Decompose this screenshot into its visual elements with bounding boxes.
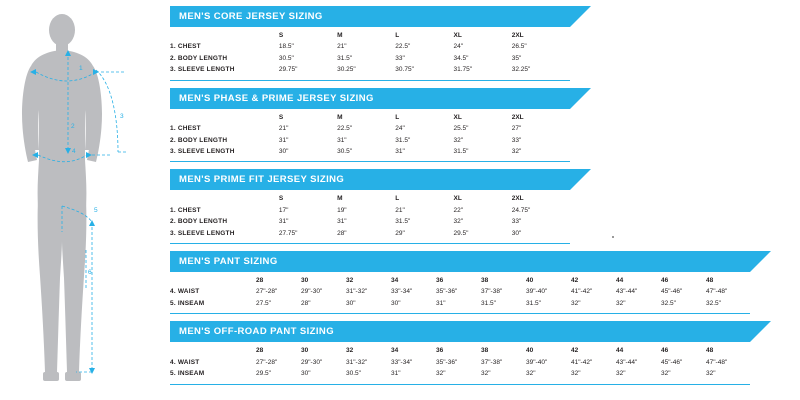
measurement-cell: 17" [278,206,289,214]
measurement-cell: 27.5" [256,299,271,307]
column-header: 44 [616,277,624,285]
table-banner [170,6,570,27]
measurement-cell: 30" [511,229,522,237]
table-row [170,216,570,227]
column-header: M [337,32,343,39]
measurement-cell: 24" [453,43,464,51]
measurement-cell: 19" [337,206,347,214]
table-bottom-rule [170,313,750,314]
measurement-cell: 31" [436,299,446,307]
column-header: 30 [301,347,309,355]
column-header: 42 [571,347,579,355]
table-row [170,368,751,379]
measurement-cell: 30" [391,299,401,307]
table-banner [170,321,750,342]
measurement-cell: 39"-40" [526,358,548,366]
row-label: 2. BODY LENGTH [170,218,228,226]
measurement-cell: 27.75" [278,229,298,237]
column-header: 2XL [511,113,524,121]
measurement-cell: 27"-28" [256,358,278,366]
measurement-cell: 32" [436,370,446,378]
table-block [170,251,800,314]
column-header: 28 [256,277,264,285]
measurement-cell: 37"-38" [481,358,503,366]
callout-2: 2 [71,123,75,130]
measurement-cell: 31.5" [337,54,353,62]
measurement-cell: 32.25" [511,66,531,74]
column-header: 40 [526,347,534,355]
column-header: 28 [256,347,264,355]
measurement-cell: 47"-48" [706,358,728,366]
mannequin-figure [0,0,170,400]
column-header: L [395,113,400,121]
measurement-cell: 29.75" [278,66,298,74]
row-label: 2. BODY LENGTH [170,136,228,144]
corner-cell [170,193,279,204]
mannequin-illustration [0,0,170,400]
measurement-cell: 28" [337,229,347,237]
sizing-table [170,275,751,309]
measurement-cell: 21" [278,125,289,133]
measurement-cell: 32" [616,370,626,378]
measurement-cell: 30.5" [278,54,294,62]
measurement-cell: 32" [511,147,522,155]
column-header: 46 [661,277,669,285]
measurement-cell: 33"-34" [391,288,413,296]
measurement-cell: 31.5" [526,299,541,307]
measurement-cell: 29" [395,229,405,237]
table-row [170,357,751,368]
table-bottom-rule [170,80,570,81]
measurement-cell: 25.5" [453,125,469,133]
measurement-cell: 37"-38" [481,288,503,296]
column-header: 2XL [511,195,524,203]
table-header-row [170,30,570,41]
table-bottom-rule [170,161,570,162]
column-header: 36 [436,347,444,355]
column-header: L [395,195,400,203]
measurement-cell: 31" [391,370,401,378]
measurement-cell: 33" [395,54,405,62]
measurement-cell: 32" [571,370,581,378]
callout-5: 5 [94,207,98,214]
measurement-cell: 32" [661,370,671,378]
column-header: 38 [481,347,489,355]
measurement-cell: 30.75" [395,66,414,74]
table-bottom-rule [170,384,750,385]
measurement-cell: 31"-32" [346,288,368,296]
measurement-cell: 31" [337,136,347,144]
measurement-cell: 45"-46" [661,288,683,296]
column-header: 32 [346,347,354,355]
measurement-cell: 43"-44" [616,358,638,366]
row-label: 1. CHEST [170,43,201,51]
callout-1: 1 [79,65,83,72]
measurement-cell: 32" [453,218,464,226]
measurement-cell: 31.75" [453,66,473,74]
measurement-cell: 31" [395,147,405,155]
measurement-cell: 32" [706,370,716,378]
measurement-cell: 29"-30" [301,288,323,296]
column-header: 38 [481,277,489,285]
column-header: S [278,32,284,39]
measurement-cell: 31" [278,218,289,226]
measurement-cell: 32.5" [706,299,721,307]
measurement-cell: 29"-30" [301,358,323,366]
table-title: MEN'S CORE JERSEY SIZING [179,11,323,22]
measurement-cell: 32" [481,370,491,378]
column-header: XL [453,113,462,121]
measurement-cell: 29.5" [453,229,469,237]
measurement-cell: 35" [511,54,522,62]
corner-cell [170,345,256,356]
row-label: 2. BODY LENGTH [170,54,228,62]
measurement-cell: 30.5" [337,147,353,155]
measurement-cell: 31"-32" [346,358,368,366]
measurement-cell: 31.5" [481,299,496,307]
measurement-cell: 21" [337,43,347,51]
table-header-row [170,112,570,123]
measurement-cell: 31.5" [395,136,411,144]
row-label: 1. CHEST [170,125,201,133]
column-header: 34 [391,277,399,285]
sizing-table [170,193,570,239]
table-block [170,169,800,244]
column-header: 48 [706,347,714,355]
table-row [170,135,570,146]
measurement-cell: 35"-36" [436,358,458,366]
table-row [170,146,570,157]
column-header: 36 [436,277,444,285]
column-header: M [337,195,343,203]
column-header: 48 [706,277,714,285]
column-header: XL [453,195,462,203]
callout-6: 6 [88,269,92,276]
measurement-cell: 41"-42" [571,288,593,296]
column-header: XL [453,32,462,39]
corner-cell [170,275,256,286]
column-header: M [337,113,343,121]
table-title: MEN'S OFF-ROAD PANT SIZING [179,326,334,338]
corner-cell [170,30,279,41]
column-header: L [395,32,400,39]
table-block [170,88,800,163]
measurement-cell: 30" [301,370,311,378]
table-row [170,41,570,52]
column-header: 2XL [511,32,524,39]
table-row [170,53,570,64]
measurement-cell: 39"-40" [526,288,548,296]
column-header: 46 [661,347,669,355]
corner-cell [170,112,279,123]
measurement-cell: 33" [511,136,522,144]
measurement-cell: 33"-34" [391,358,413,366]
column-header: 34 [391,347,399,355]
measurement-cell: 26.5" [511,43,527,51]
sizing-table [170,112,570,158]
table-title: MEN'S PRIME FIT JERSEY SIZING [179,174,345,186]
column-header: 40 [526,277,534,285]
table-block [170,6,800,81]
measurement-cell: 32" [453,136,464,144]
column-header: 44 [616,347,624,355]
measurement-cell: 30" [278,147,289,155]
measurement-cell: 22" [453,206,464,214]
measurement-cell: 31" [337,218,347,226]
measurement-cell: 24" [395,125,405,133]
row-label: 1. CHEST [170,206,201,214]
sizing-tables [170,6,800,392]
measurement-cell: 27" [511,125,522,133]
sizing-table [170,30,570,76]
table-row [170,286,751,297]
row-label: 5. INSEAM [170,299,205,307]
column-header: S [278,113,284,121]
column-header: 42 [571,277,579,285]
table-row [170,298,751,309]
row-label: 3. SLEEVE LENGTH [170,229,235,237]
row-label: 4. WAIST [170,288,200,296]
measurement-cell: 32" [526,370,536,378]
measurement-cell: 43"-44" [616,288,638,296]
measurement-cell: 22.5" [337,125,353,133]
measurement-cell: 31.5" [395,218,411,226]
measurement-cell: 31" [278,136,289,144]
measurement-cell: 32" [571,299,581,307]
column-header: S [278,195,284,203]
column-header: 30 [301,277,309,285]
measurement-cell: 30" [346,299,356,307]
measurement-cell: 34.5" [453,54,469,62]
table-bottom-rule [170,243,570,244]
row-label: 4. WAIST [170,358,200,366]
measurement-cell: 18.5" [278,43,294,51]
measurement-cell: 31.5" [453,147,469,155]
measurement-cell: 33" [511,218,522,226]
table-block [170,321,800,384]
callout-3: 3 [120,113,124,120]
table-header-row [170,275,751,286]
table-banner [170,251,750,272]
row-label: 5. INSEAM [170,370,205,378]
table-row [170,205,570,216]
table-banner [170,169,570,190]
row-label: 3. SLEEVE LENGTH [170,147,235,155]
table-row [170,228,570,239]
measurement-cell: 35"-36" [436,288,458,296]
measurement-cell: 30.25" [337,66,356,74]
measurement-cell: 32.5" [661,299,676,307]
column-header: 32 [346,277,354,285]
measurement-cell: 30.5" [346,370,361,378]
measurement-cell: 41"-42" [571,358,593,366]
measurement-cell: 29.5" [256,370,271,378]
table-row [170,64,570,75]
table-banner [170,88,570,109]
measurement-cell: 45"-46" [661,358,683,366]
measurement-cell: 28" [301,299,311,307]
measurement-cell: 32" [616,299,626,307]
table-header-row [170,193,570,204]
measurement-cell: 24.75" [511,206,531,214]
row-label: 3. SLEEVE LENGTH [170,66,235,74]
table-row [170,123,570,134]
measurement-cell: 21" [395,206,405,214]
table-header-row [170,345,751,356]
measurement-cell: 22.5" [395,43,411,51]
measurement-cell: 27"-28" [256,288,278,296]
measurement-cell: 47"-48" [706,288,728,296]
callout-4: 4 [72,148,76,155]
table-title: MEN'S PANT SIZING [179,256,278,268]
sizing-table [170,345,751,379]
table-title: MEN'S PHASE & PRIME JERSEY SIZING [179,92,374,104]
stray-mark [612,236,614,238]
